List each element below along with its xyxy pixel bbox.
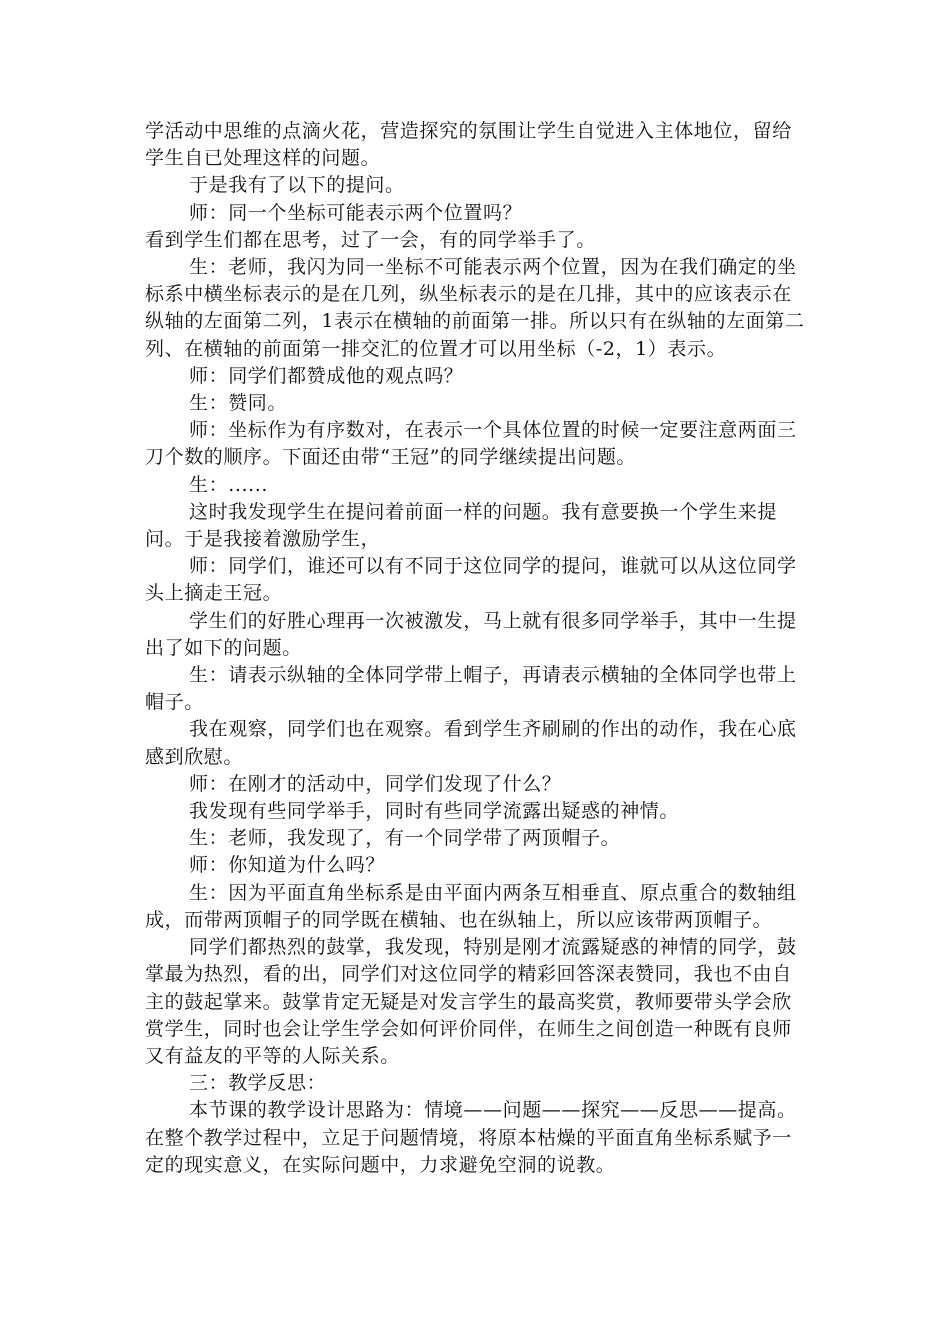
paragraph: 师：你知道为什么吗？ xyxy=(189,854,386,877)
paragraph: 我在观察，同学们也在观察。看到学生齐刷刷的作出的动作，我在心底感到欣慰。 xyxy=(145,718,797,768)
paragraph: 于是我有了以下的提问。 xyxy=(189,174,405,197)
paragraph: 师：坐标作为有序数对，在表示一个具体位置的时候一定要注意两面三刀个数的顺序。下面还由带“王冠”的同学继续提出问题。 xyxy=(145,419,797,469)
paragraph: 师：同学们都赞成他的观点吗？ xyxy=(189,364,464,387)
paragraph: 我发现有些同学举手，同时有些同学流露出疑惑的神情。 xyxy=(189,800,680,823)
paragraph: 三：教学反思： xyxy=(189,1072,327,1095)
paragraph: 师：同一个坐标可能表示两个位置吗？ xyxy=(189,201,523,224)
paragraph: 本节课的教学设计思路为：情境——问题——探究——反思——提高。在整个教学过程中，立足于问题情境，将原本枯燥的平面直角坐标系赋予一定的现实意义，在实际问题中，力求避免空洞的说教。 xyxy=(145,1099,797,1176)
paragraph: 师：在刚才的活动中，同学们发现了什么？ xyxy=(189,772,562,795)
paragraph: 师：同学们，谁还可以有不同于这位同学的提问，谁就可以从这位同学头上摘走王冠。 xyxy=(145,555,797,605)
paragraph: 生：老师，我闪为同一坐标不可能表示两个位置，因为在我们确定的坐标系中横坐标表示的是在几列，纵坐标表示的是在几排，其中的应该表示在纵轴的左面第二列，1表示在横轴的前面第一排。所以只有在纵轴的左面第二列、在横轴的前面第一排交汇的位置才可以用坐标（-2，1）表示。 xyxy=(145,256,805,360)
paragraph: 学活动中思维的点滴火花，营造探究的氛围让学生自觉进入主体地位，留给学生自已处理这样的问题。 xyxy=(145,120,792,170)
paragraph: 生：请表示纵轴的全体同学带上帽子，再请表示横轴的全体同学也带上帽子。 xyxy=(145,664,797,714)
paragraph: 这时我发现学生在提问着前面一样的问题。我有意要换一个学生来提问。于是我接着激励学生， xyxy=(145,500,778,551)
paragraph: 生：因为平面直角坐标系是由平面内两条互相垂直、原点重合的数轴组成，而带两顶帽子的同学既在横轴、也在纵轴上，所以应该带两顶帽子。 xyxy=(145,881,797,931)
paragraph: 生：老师，我发现了，有一个同学带了两顶帽子。 xyxy=(189,827,621,850)
paragraph: 生：赞同。 xyxy=(189,392,288,415)
paragraph: 生：...... xyxy=(189,473,269,496)
paragraph: 学生们的好胜心理再一次被激发，马上就有很多同学举手，其中一生提出了如下的问题。 xyxy=(145,609,797,659)
document-text-block xyxy=(145,118,810,1179)
paragraph: 看到学生们都在思考，过了一会，有的同学举手了。 xyxy=(145,228,596,251)
paragraph: 同学们都热烈的鼓掌，我发现，特别是刚才流露疑惑的神情的同学，鼓掌最为热烈，看的出，同学们对这位同学的精彩回答深表赞同，我也不由自主的鼓起掌来。鼓掌肯定无疑是对发言学生的最高奖赏，教师要带头学会欣赏学生，同时也会让学生学会如何评价同伴，在师生之间创造一种既有良师又有益友的平等的人际关系。 xyxy=(145,936,797,1067)
